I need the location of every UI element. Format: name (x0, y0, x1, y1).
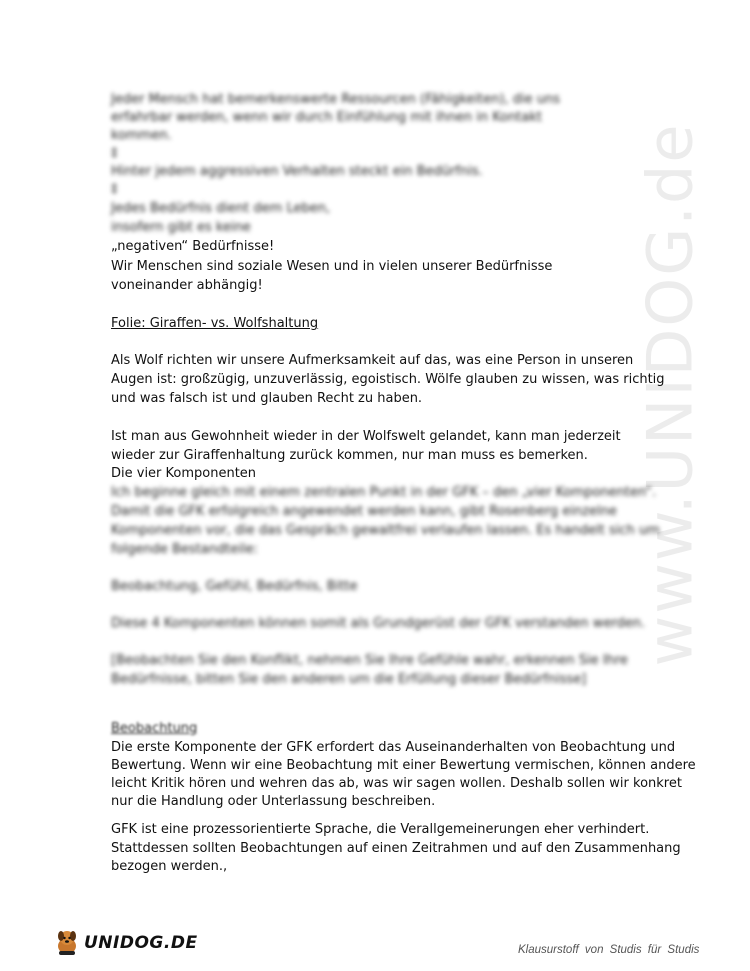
paragraph-line: nur die Handlung oder Unterlassung beschreiben. (111, 794, 436, 809)
section-heading-komponenten: Die vier Komponenten (111, 466, 257, 481)
blurred-text-line: erfahrbar werden, wenn wir durch Einfühlung mit ihnen in Kontakt (111, 110, 542, 125)
footer-tagline: Klausurstoff von Studis für Studis (518, 944, 700, 956)
unidog-logo[interactable] (52, 928, 198, 958)
intro-line: voneinander abhängig! (111, 278, 263, 293)
paragraph-line: Bewertung. Wenn wir eine Beobachtung mit einer Bewertung vermischen, können andere (111, 758, 696, 773)
paragraph-line: Als Wolf richten wir unsere Aufmerksamkeit auf das, was eine Person in unseren (111, 353, 634, 368)
paragraph-line: bezogen werden., (111, 859, 228, 874)
blurred-text-line: Hinter jedem aggressiven Verhalten steckt ein Bedürfnis. (111, 164, 483, 179)
paragraph-line: und was falsch ist und glauben Recht zu haben. (111, 391, 423, 406)
paragraph-line: Ist man aus Gewohnheit wieder in der Wolfswelt gelandet, kann man jederzeit (111, 429, 621, 444)
blurred-text-line: insofern gibt es keine (111, 220, 251, 235)
blurred-text-line: ‡ (111, 146, 118, 161)
beobachtung-heading: Beobachtung (111, 721, 198, 736)
blurred-text-line: [Beobachten Sie den Konflikt, nehmen Sie Ihre Gefühle wahr, erkennen Sie Ihre (111, 653, 628, 668)
paragraph-line: Stattdessen sollten Beobachtungen auf einen Zeitrahmen und auf den Zusammenhang (111, 841, 681, 856)
folie-heading: Folie: Giraffen- vs. Wolfshaltung (111, 316, 319, 331)
blurred-text-line: Damit die GFK erfolgreich angewendet werden kann, gibt Rosenberg einzelne (111, 504, 617, 519)
intro-line: Wir Menschen sind soziale Wesen und in vielen unserer Bedürfnisse (111, 259, 553, 274)
blurred-text-line: folgende Bestandteile: (111, 542, 258, 557)
blurred-text-line: kommen. (111, 128, 172, 143)
watermark: www.UNIDOG.de (633, 122, 707, 667)
paragraph-line: wieder zur Giraffenhaltung zurück kommen, nur man muss es bemerken. (111, 448, 588, 463)
blurred-text-line: ‡ (111, 182, 118, 197)
paragraph-line: leicht Kritik hören und wehren das ab, was wir sagen wollen. Deshalb sollen wir konkret (111, 776, 682, 791)
blurred-text-line: Bedürfnisse, bitten Sie den anderen um die Erfüllung dieser Bedürfnisse] (111, 672, 587, 687)
footer-brand: UNIDOG.DE (84, 933, 198, 953)
paragraph-line: Die erste Komponente der GFK erfordert das Auseinanderhalten von Beobachtung und (111, 740, 676, 755)
paragraph-line: GFK ist eine prozessorientierte Sprache, die Verallgemeinerungen eher verhindert. (111, 822, 650, 837)
intro-line: „negativen“ Bedürfnisse! (111, 239, 275, 254)
paragraph-line: Augen ist: großzügig, unzuverlässig, egoistisch. Wölfe glauben zu wissen, was richtig (111, 372, 665, 387)
dog-icon (52, 928, 82, 958)
blurred-text-line: Jeder Mensch hat bemerkenswerte Ressourcen (Fähigkeiten), die uns (111, 92, 561, 107)
blurred-text-line: Jedes Bedürfnis dient dem Leben, (111, 201, 331, 216)
blurred-text-line: Diese 4 Komponenten können somit als Grundgerüst der GFK verstanden werden. (111, 616, 646, 631)
blurred-text-line: Ich beginne gleich mit einem zentralen Punkt in der GFK – den „vier Komponenten“. (111, 485, 657, 500)
blurred-text-line: Beobachtung, Gefühl, Bedürfnis, Bitte (111, 579, 358, 594)
blurred-text-line: Komponenten vor, die das Gespräch gewaltfrei verlaufen lassen. Es handelt sich um (111, 523, 660, 538)
